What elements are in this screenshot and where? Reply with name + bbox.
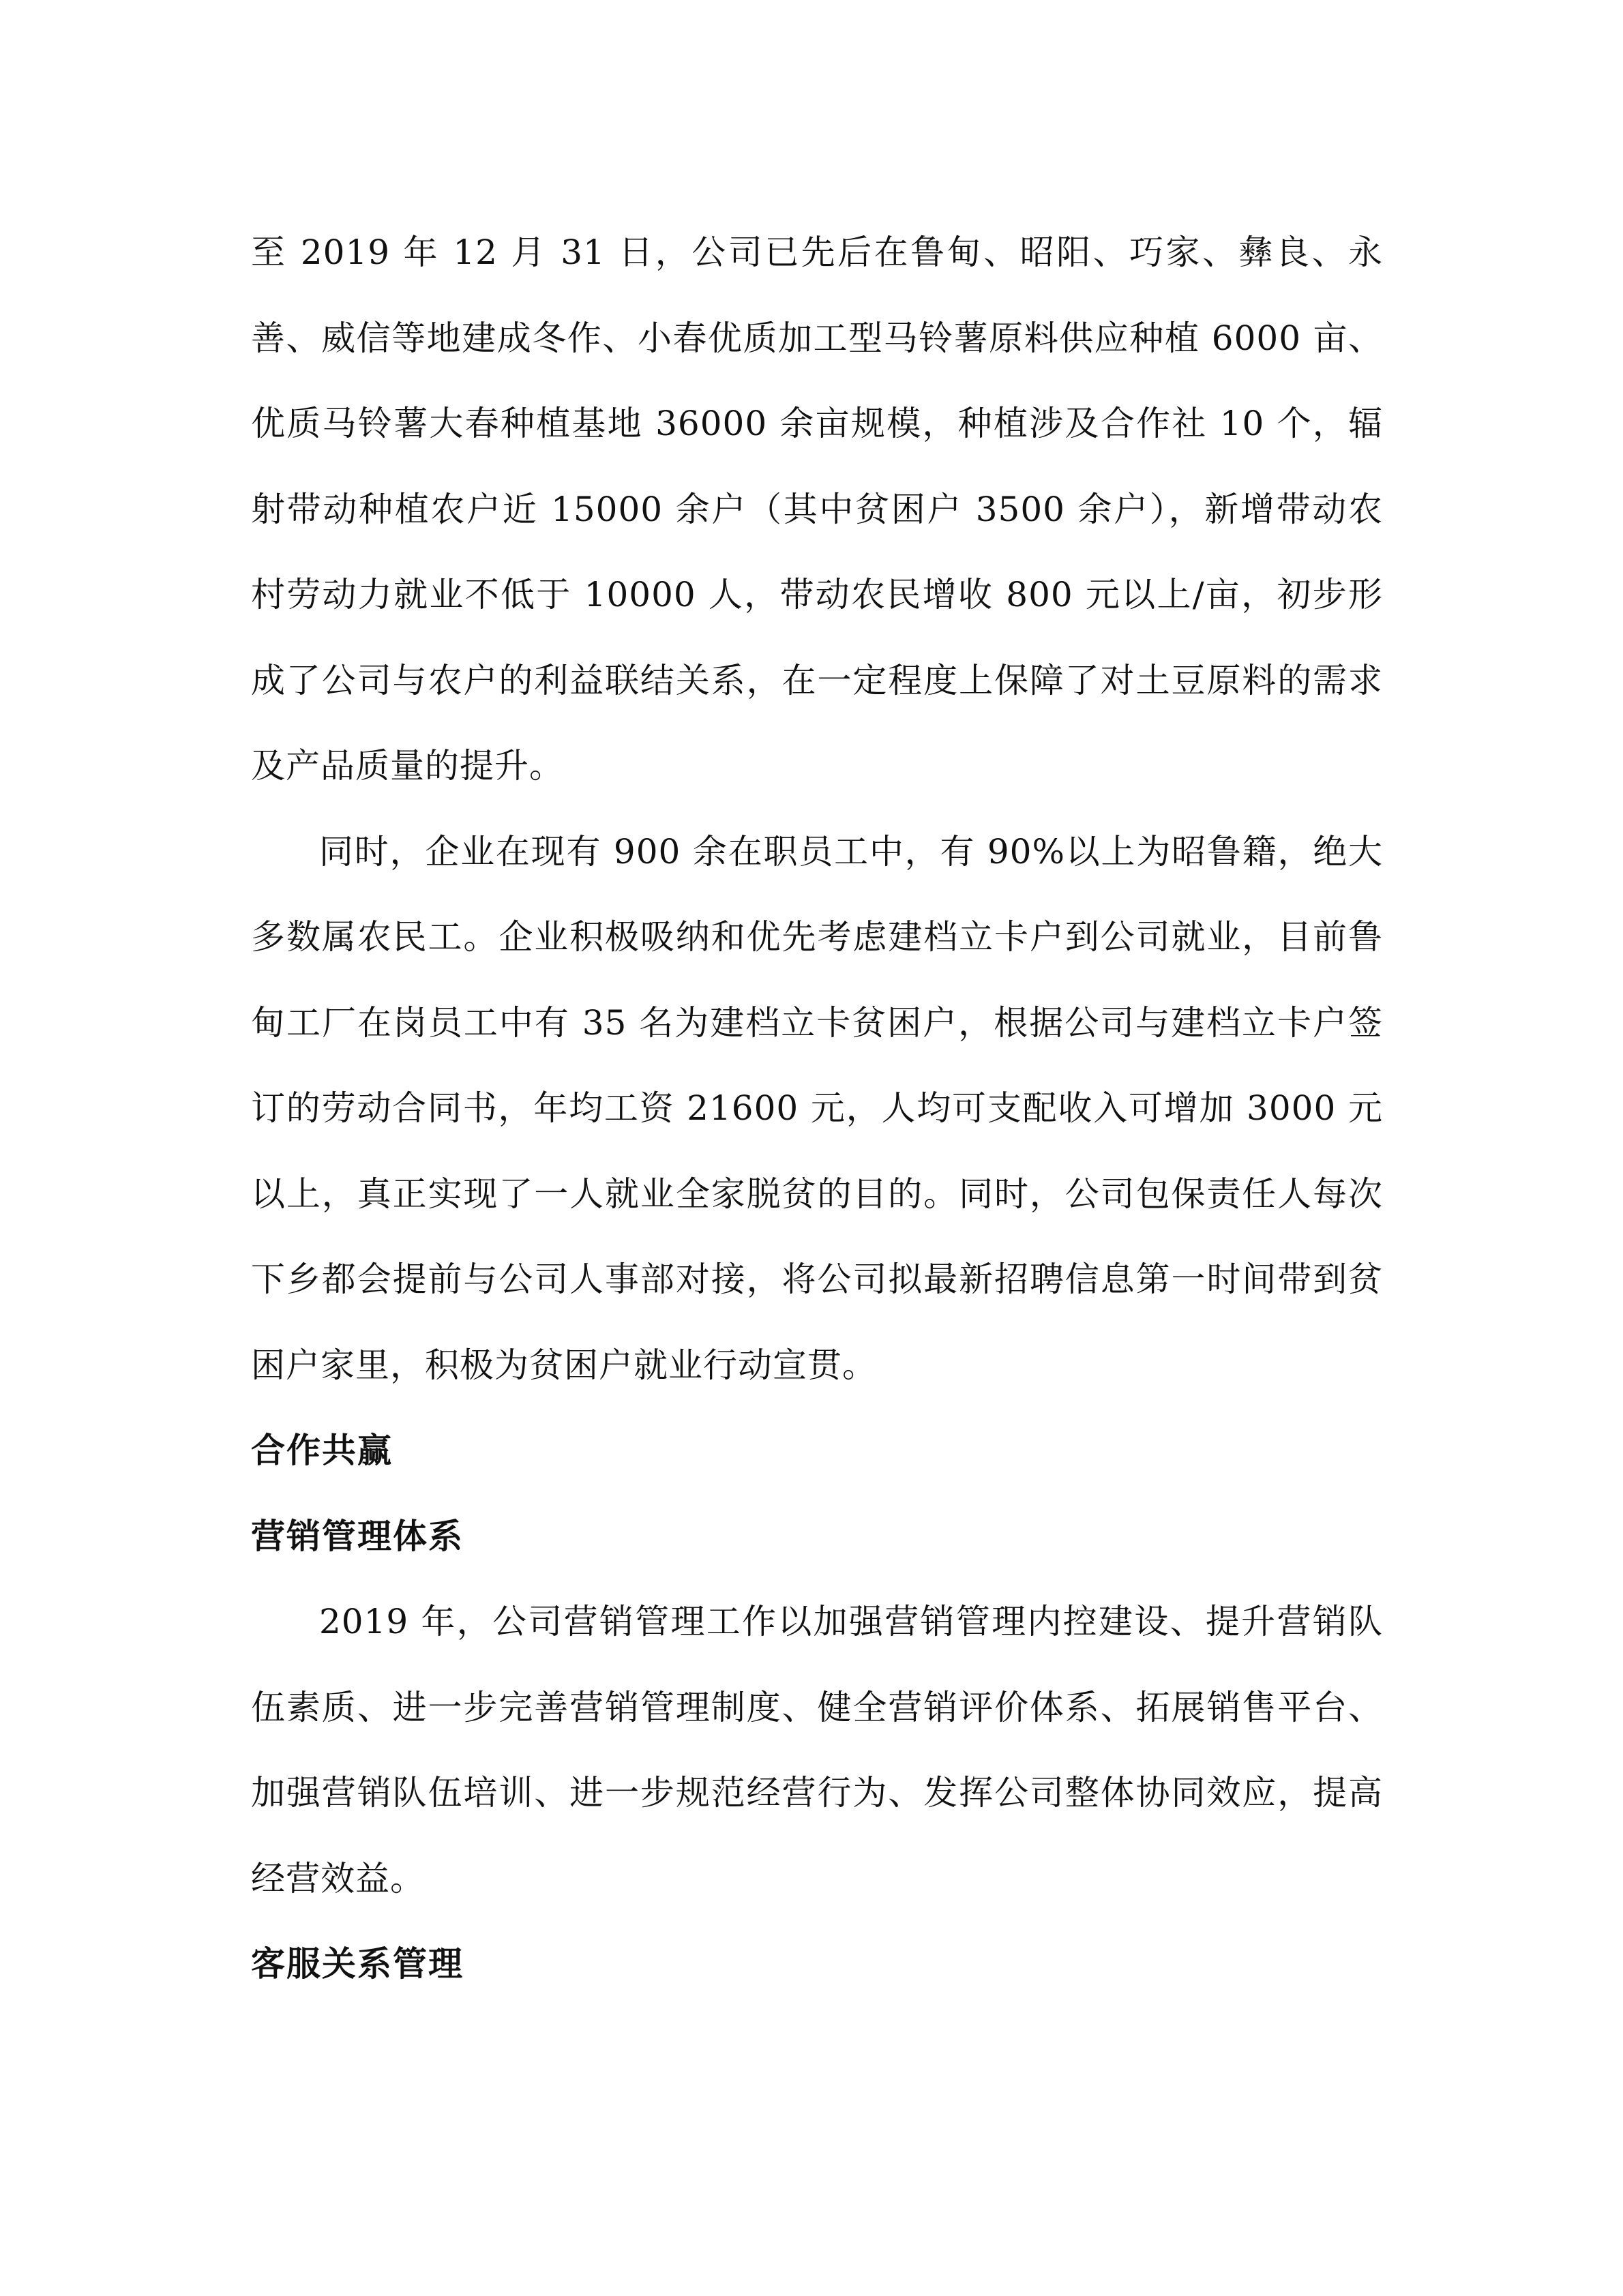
- heading-customer-relations: 客服关系管理: [251, 1944, 464, 1984]
- paragraph-employment: 同时，企业在现有 900 余在职员工中，有 90%以上为昭鲁籍，绝大多数属农民工。企业积极吸纳和优先考虑建档立卡户到公司就业，目前鲁甸工厂在岗员工中有 35 名为建档立卡贫困户，根据公司与建档立卡户签订的劳动合同书，年均工资 21600 元，人均可支配收入可增加 3000 元以上，真正实现了一人就业全家脱贫的目的。同时，公司包保责任人每次下乡都会提前与公司人事部对接，将公司拟最新招聘信息第一时间带到贫困户家里，积极为贫困户就业行动宣贯。: [251, 831, 1383, 1385]
- document-body: [251, 210, 1383, 2008]
- heading-cooperation: 合作共赢: [251, 1431, 393, 1470]
- paragraph-potato-planting: 至 2019 年 12 月 31 日，公司已先后在鲁甸、昭阳、巧家、彝良、永善、威信等地建成冬作、小春优质加工型马铃薯原料供应种植 6000 亩、优质马铃薯大春种植基地 36000 余亩规模，种植涉及合作社 10 个，辐射带动种植农户近 15000 余户（其中贫困户 3500 余户），新增带动农村劳动力就业不低于 10000 人，带动农民增收 800 元以上/亩，初步形成了公司与农户的利益联结关系，在一定程度上保障了对土豆原料的需求及产品质量的提升。: [251, 233, 1383, 786]
- paragraph-marketing: 2019 年，公司营销管理工作以加强营销管理内控建设、提升营销队伍素质、进一步完善营销管理制度、健全营销评价体系、拓展销售平台、加强营销队伍培训、进一步规范经营行为、发挥公司整体协同效应，提高经营效益。: [251, 1602, 1383, 1898]
- heading-marketing-system: 营销管理体系: [251, 1516, 464, 1556]
